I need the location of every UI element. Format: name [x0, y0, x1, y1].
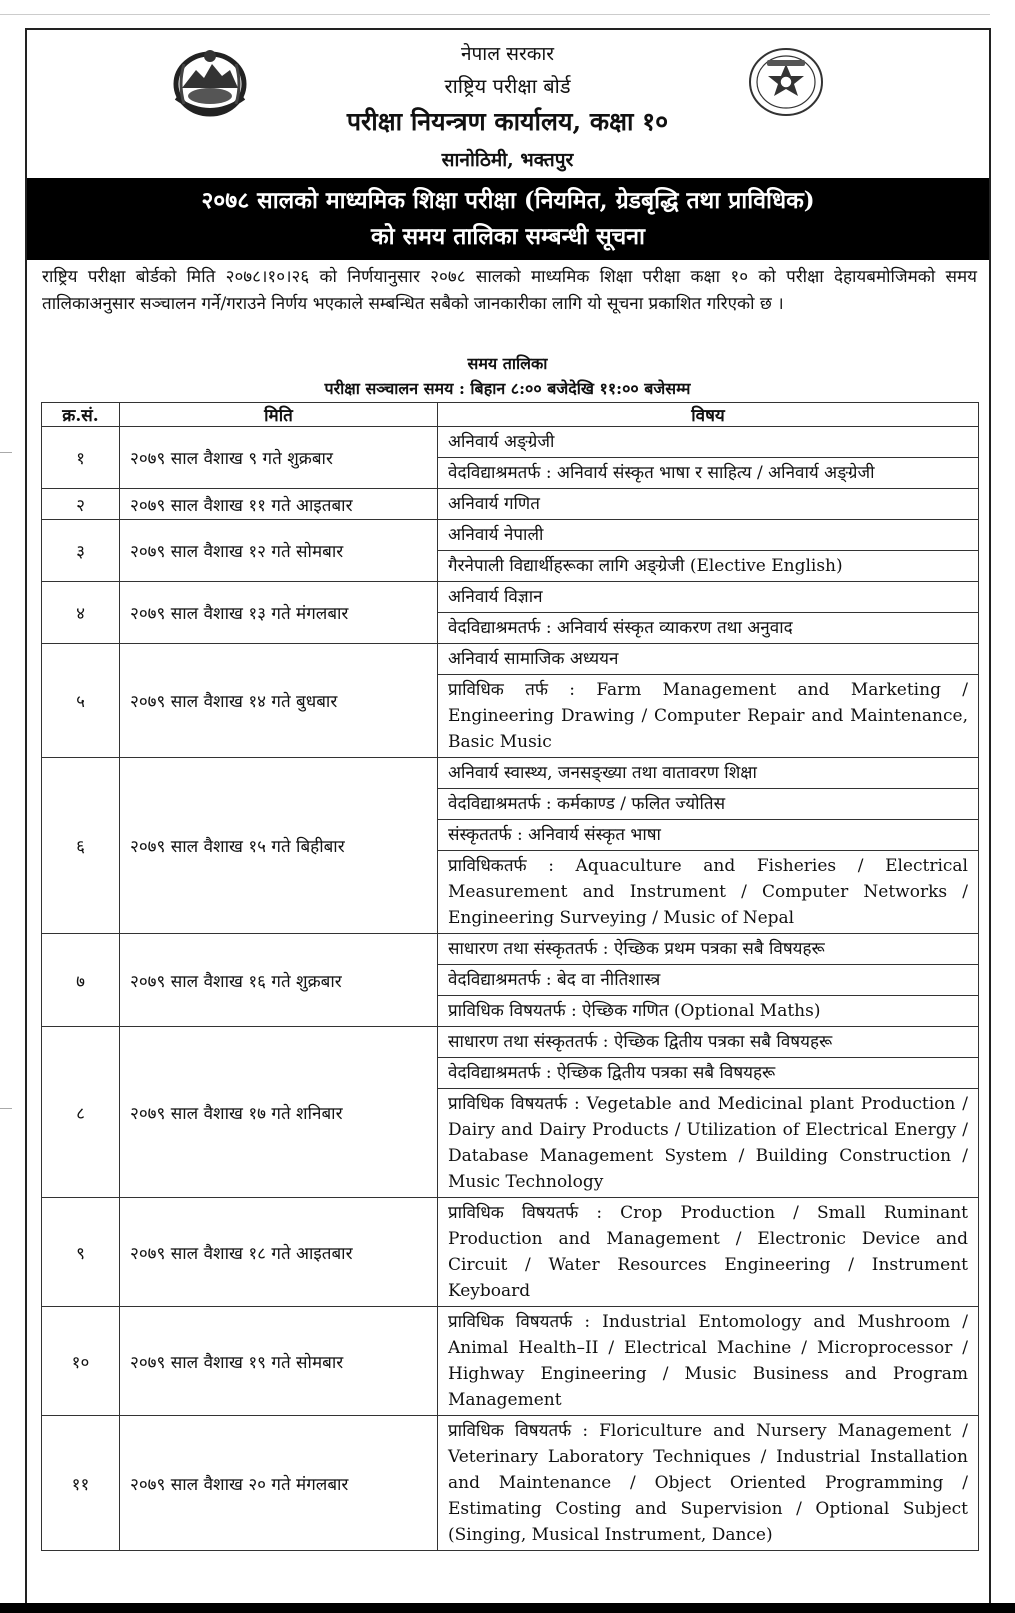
row-serial-number: ११ — [42, 1416, 120, 1551]
row-serial-number: २ — [42, 489, 120, 520]
table-row — [42, 758, 979, 789]
row-subject: अनिवार्य गणित — [438, 489, 979, 520]
row-subject: अनिवार्य विज्ञान — [438, 582, 979, 613]
margin-mark — [0, 452, 12, 453]
exam-timetable — [41, 402, 979, 1551]
row-exam-date: २०७९ साल वैशाख १५ गते बिहीबार — [120, 758, 438, 934]
table-row — [42, 520, 979, 551]
row-exam-date: २०७९ साल वैशाख १२ गते सोमबार — [120, 520, 438, 582]
table-row — [42, 1027, 979, 1058]
row-exam-date: २०७९ साल वैशाख ११ गते आइतबार — [120, 489, 438, 520]
row-serial-number: ८ — [42, 1027, 120, 1198]
table-row — [42, 644, 979, 675]
row-subject: प्राविधिक विषयतर्फ : Vegetable and Medicinal plant Production / Dairy and Dairy Products / Utilization of Electrical Energy / Database Management System / Building Construction / Music Technology — [438, 1089, 979, 1198]
row-subject: प्राविधिक विषयतर्फ : Floriculture and Nursery Management / Veterinary Laboratory Techniques / Industrial Installation and Maintenance / Object Oriented Programming / Estimating Costing and Supervision / Optional Subject (Singing, Musical Instrument, Dance) — [438, 1416, 979, 1551]
row-subject: अनिवार्य सामाजिक अध्ययन — [438, 644, 979, 675]
page-bottom-edge — [0, 1603, 1015, 1613]
board-name: राष्ट्रिय परीक्षा बोर्ड — [444, 74, 571, 98]
banner-subtitle: को समय तालिका सम्बन्धी सूचना — [370, 223, 646, 250]
row-serial-number: १ — [42, 427, 120, 489]
column-header-date: मिति — [120, 403, 438, 427]
row-subject: प्राविधिक तर्फ : Farm Management and Marketing / Engineering Drawing / Computer Repair and Maintenance, Basic Music — [438, 675, 979, 758]
row-subject: अनिवार्य अङ्ग्रेजी — [438, 427, 979, 458]
row-exam-date: २०७९ साल वैशाख १६ गते शुक्रबार — [120, 934, 438, 1027]
row-subject: संस्कृततर्फ : अनिवार्य संस्कृत भाषा — [438, 820, 979, 851]
row-subject: प्राविधिक विषयतर्फ : Crop Production / Small Ruminant Production and Management / Electronic Device and Circuit / Water Resources Engineering / Instrument Keyboard — [438, 1198, 979, 1307]
row-subject: प्राविधिक विषयतर्फ : ऐच्छिक गणित (Optional Maths) — [438, 996, 979, 1027]
table-row — [42, 934, 979, 965]
margin-mark — [0, 1108, 12, 1109]
government-name: नेपाल सरकार — [460, 43, 555, 65]
notice-banner — [27, 178, 989, 260]
table-row — [42, 582, 979, 613]
column-header-serial: क्र.सं. — [42, 403, 120, 427]
table-row — [42, 489, 979, 520]
table-header-row — [42, 403, 979, 427]
row-exam-date: २०७९ साल वैशाख २० गते मंगलबार — [120, 1416, 438, 1551]
row-serial-number: १० — [42, 1307, 120, 1416]
row-serial-number: ६ — [42, 758, 120, 934]
row-serial-number: ३ — [42, 520, 120, 582]
row-subject: वेदविद्याश्रमतर्फ : ऐच्छिक द्वितीय पत्रका सबै विषयहरू — [438, 1058, 979, 1089]
table-row — [42, 427, 979, 458]
row-subject: प्राविधिकतर्फ : Aquaculture and Fisheries / Electrical Measurement and Instrument / Computer Networks / Engineering Surveying / Music of Nepal — [438, 851, 979, 934]
row-subject: वेदविद्याश्रमतर्फ : बेद वा नीतिशास्त्र — [438, 965, 979, 996]
row-subject: गैरनेपाली विद्यार्थीहरूका लागि अङ्ग्रेजी (Elective English) — [438, 551, 979, 582]
table-row — [42, 1198, 979, 1307]
banner-title: २०७८ सालको माध्यमिक शिक्षा परीक्षा (नियमित, ग्रेडबृद्धि तथा प्राविधिक) — [201, 187, 815, 214]
row-exam-date: २०७९ साल वैशाख ९ गते शुक्रबार — [120, 427, 438, 489]
table-row — [42, 1307, 979, 1416]
row-serial-number: ९ — [42, 1198, 120, 1307]
row-subject: वेदविद्याश्रमतर्फ : कर्मकाण्ड / फलित ज्योतिस — [438, 789, 979, 820]
office-name: परीक्षा नियन्त्रण कार्यालय, कक्षा १० — [346, 107, 669, 136]
table-row — [42, 1416, 979, 1551]
office-address: सानोठिमी, भक्तपुर — [441, 149, 574, 171]
exam-time: परीक्षा सञ्चालन समय : बिहान ८:०० बजेदेखि ११:०० बजेसम्म — [324, 379, 691, 398]
row-exam-date: २०७९ साल वैशाख १४ गते बुधबार — [120, 644, 438, 758]
row-subject: अनिवार्य स्वास्थ्य, जनसङ्ख्या तथा वातावरण शिक्षा — [438, 758, 979, 789]
row-subject: वेदविद्याश्रमतर्फ : अनिवार्य संस्कृत व्याकरण तथा अनुवाद — [438, 613, 979, 644]
row-subject: अनिवार्य नेपाली — [438, 520, 979, 551]
row-serial-number: ५ — [42, 644, 120, 758]
row-subject: साधारण तथा संस्कृततर्फ : ऐच्छिक द्वितीय पत्रका सबै विषयहरू — [438, 1027, 979, 1058]
row-exam-date: २०७९ साल वैशाख १३ गते मंगलबार — [120, 582, 438, 644]
row-exam-date: २०७९ साल वैशाख १८ गते आइतबार — [120, 1198, 438, 1307]
row-subject: प्राविधिक विषयतर्फ : Industrial Entomology and Mushroom / Animal Health–II / Electrical Machine / Microprocessor / Highway Engineering / Music Business and Program Management — [438, 1307, 979, 1416]
row-subject: साधारण तथा संस्कृततर्फ : ऐच्छिक प्रथम पत्रका सबै विषयहरू — [438, 934, 979, 965]
row-serial-number: ७ — [42, 934, 120, 1027]
row-subject: वेदविद्याश्रमतर्फ : अनिवार्य संस्कृत भाषा र साहित्य / अनिवार्य अङ्ग्रेजी — [438, 458, 979, 489]
notice-paragraph: राष्ट्रिय परीक्षा बोर्डको मिति २०७८।१०।२६ को निर्णयानुसार २०७८ सालको माध्यमिक शिक्षा परीक्षा कक्षा १० को परीक्षा देहायबमोजिमको समय तालिकाअनुसार सञ्चालन गर्ने/गराउने निर्णय भएकाले सम्बन्धित सबैको जानकारीका लागि यो सूचना प्रकाशित गरिएको छ । — [42, 267, 977, 314]
page-top-rule — [0, 14, 990, 15]
column-header-subject: विषय — [438, 403, 979, 427]
schedule-title: समय तालिका — [467, 354, 548, 373]
row-exam-date: २०७९ साल वैशाख १७ गते शनिबार — [120, 1027, 438, 1198]
row-exam-date: २०७९ साल वैशाख १९ गते सोमबार — [120, 1307, 438, 1416]
row-serial-number: ४ — [42, 582, 120, 644]
